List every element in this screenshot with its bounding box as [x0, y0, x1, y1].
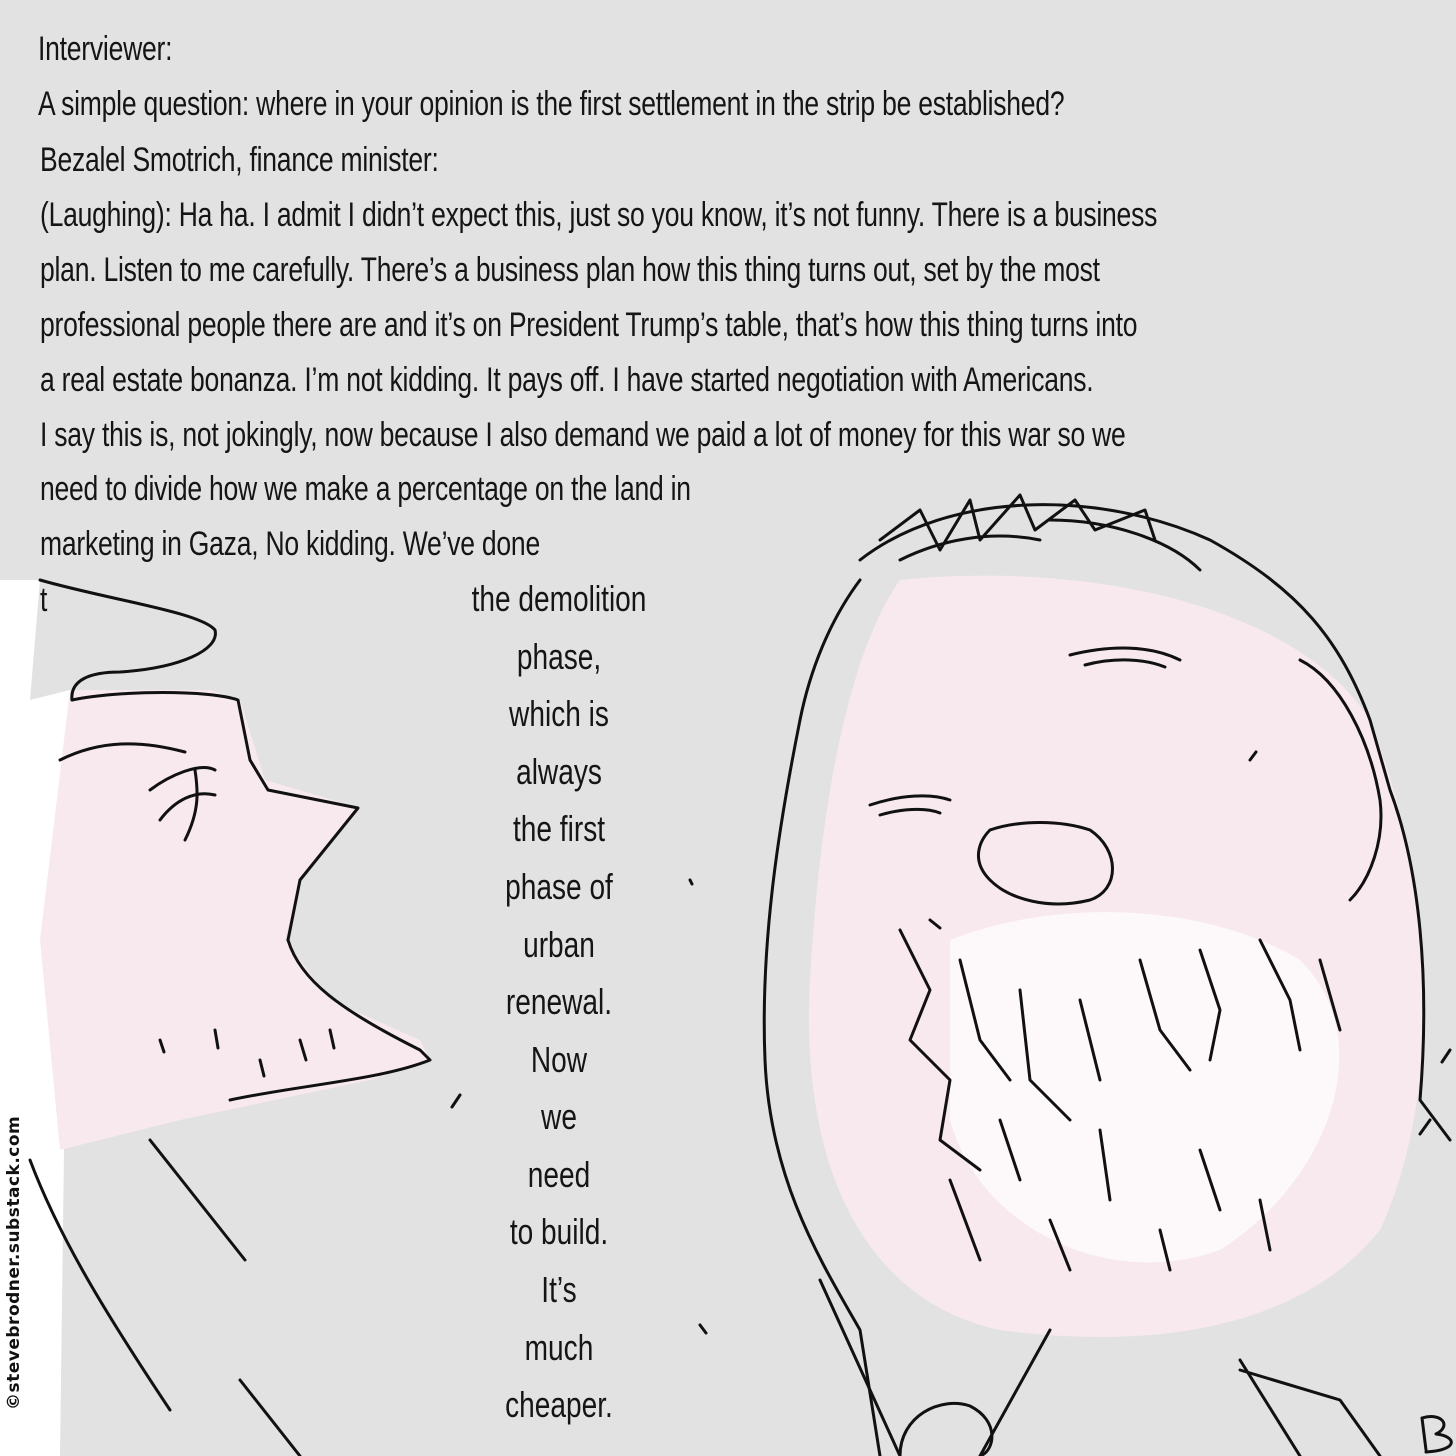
- column-line: which is: [509, 693, 609, 734]
- column-line: the first: [512, 808, 606, 849]
- column-line: need: [527, 1154, 591, 1195]
- interviewer-label: Interviewer:: [38, 30, 173, 68]
- answer-line: I say this is, not jokingly, now because I also demand we paid a lot of money for this war so we: [40, 416, 1126, 454]
- column-line: renewal.: [505, 981, 613, 1022]
- answer-line: a real estate bonanza. I’m not kidding. It pays off. I have started negotiation with Americans.: [40, 361, 1094, 399]
- column-line: much: [524, 1327, 594, 1368]
- answer-line: professional people there are and it’s on President Trump’s table, that’s how this thing turns into: [40, 306, 1138, 344]
- column-line: urban: [523, 924, 595, 965]
- answer-line: (Laughing): Ha ha. I admit I didn’t expect this, just so you know, it’s not funny. There is a business: [40, 196, 1158, 234]
- column-line: phase of: [505, 866, 613, 907]
- column-line: we: [541, 1096, 577, 1137]
- stray-character: t: [40, 581, 48, 619]
- column-line: to build.: [509, 1211, 609, 1252]
- artist-credit: ©stevebrodner.substack.com: [4, 1115, 24, 1410]
- column-line: phase,: [516, 636, 602, 677]
- speaker-label: Bezalel Smotrich, finance minister:: [40, 141, 439, 179]
- answer-line: need to divide how we make a percentage on the land in: [40, 470, 691, 508]
- column-line: always: [516, 751, 602, 792]
- column-line: cheaper.: [505, 1384, 613, 1425]
- interviewer-question: A simple question: where in your opinion is the first settlement in the strip be established?: [38, 85, 1065, 123]
- answer-line: plan. Listen to me carefully. There’s a business plan how this thing turns out, set by the most: [40, 251, 1100, 289]
- column-line: Now: [530, 1039, 588, 1080]
- column-line: It’s: [541, 1269, 577, 1310]
- answer-line: marketing in Gaza, No kidding. We’ve done: [40, 525, 540, 563]
- column-line: the demolition: [471, 578, 647, 619]
